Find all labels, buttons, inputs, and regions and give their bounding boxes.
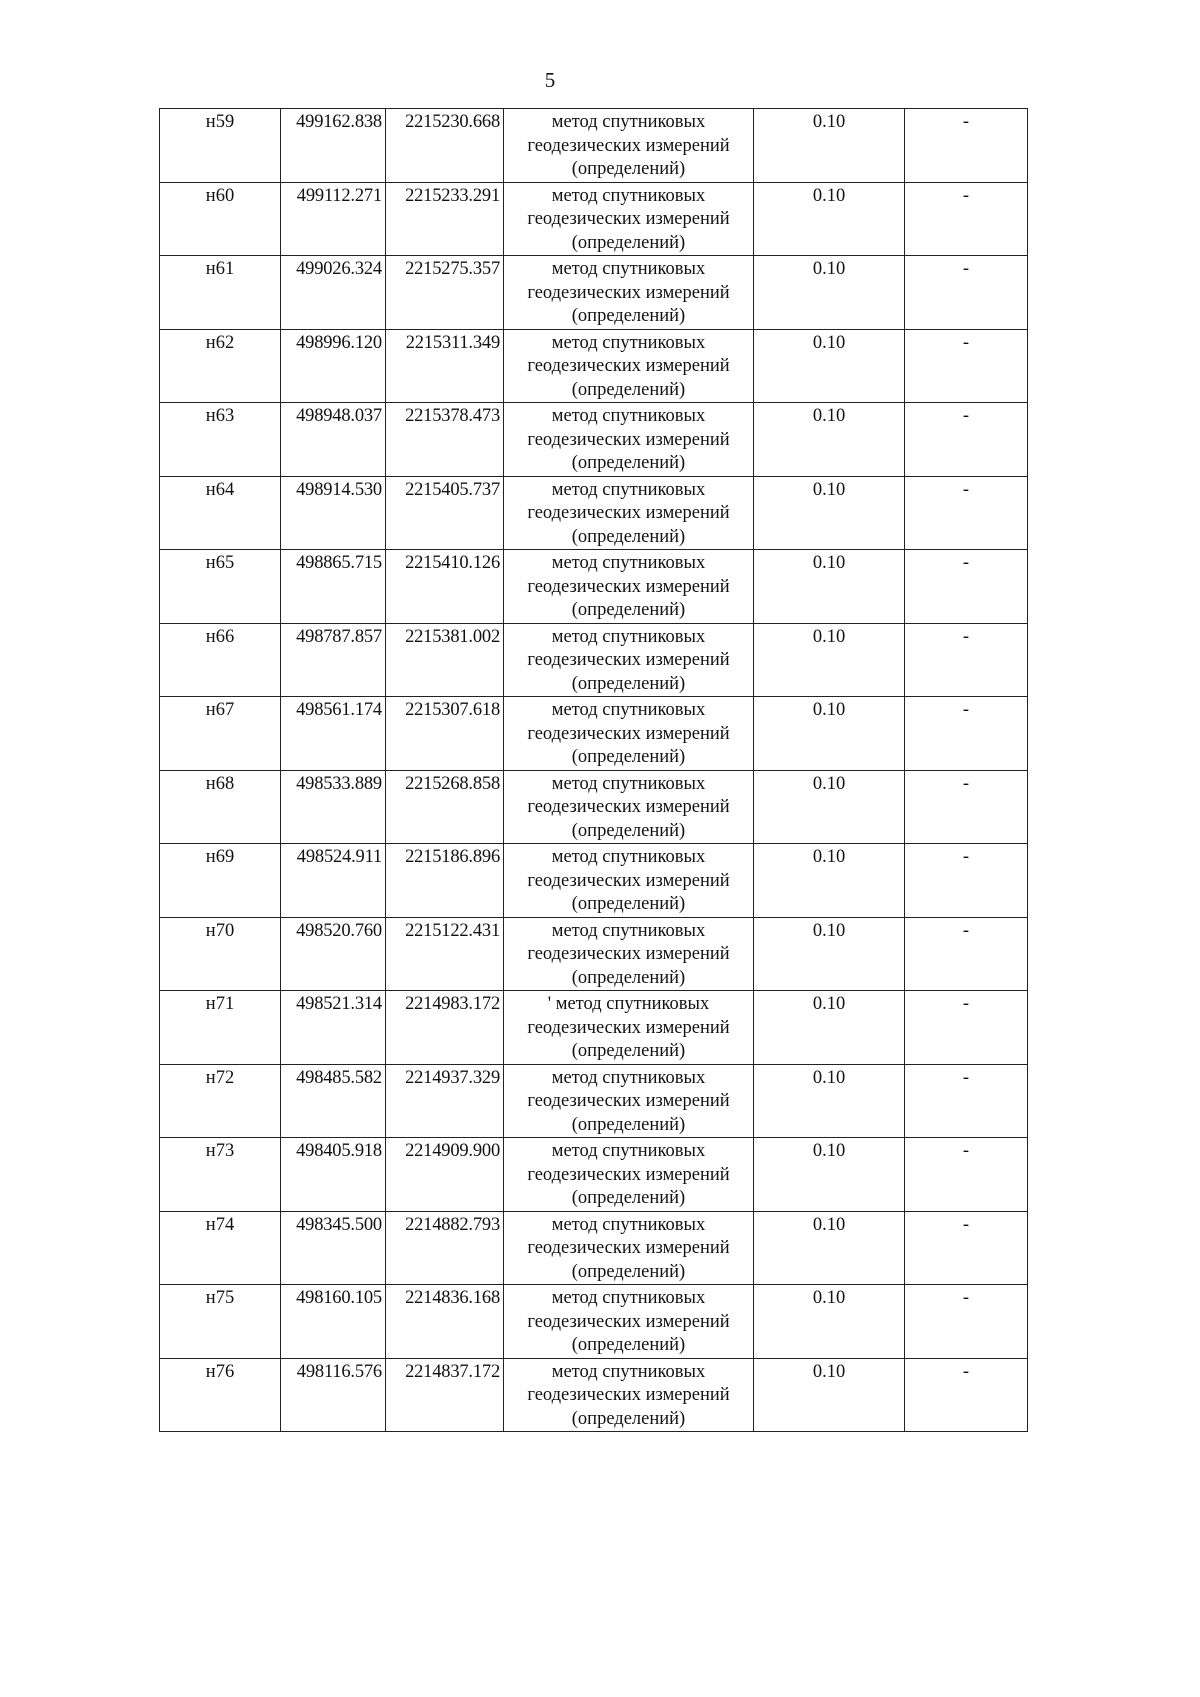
method-text-line: геодезических измерений [527,1164,730,1185]
table-row [160,182,1028,256]
accuracy-cell: 0.10 [754,109,905,183]
note-cell: - [905,256,1028,330]
x-coordinate-cell: 498485.582 [281,1064,386,1138]
point-id-cell: н59 [160,109,281,183]
method-text-line: (определений) [571,1041,686,1061]
method-text-line: метод спутниковых [551,773,706,794]
method-text-line: (определений) [571,526,686,547]
method-cell [504,917,754,991]
method-cell [504,1211,754,1285]
point-id-cell: н70 [160,917,281,991]
note-cell: - [905,623,1028,697]
point-id-cell: н71 [160,991,281,1065]
accuracy-cell: 0.10 [754,1064,905,1138]
x-coordinate-cell: 498787.857 [281,623,386,697]
point-id-cell: н76 [160,1358,281,1432]
note-cell: - [905,1138,1028,1212]
method-text-line: (определений) [571,379,686,400]
x-coordinate-cell: 498533.889 [281,770,386,844]
method-text-line: геодезических измерений [527,723,730,744]
y-coordinate-cell: 2215410.126 [386,550,504,624]
point-id-cell: н74 [160,1211,281,1285]
method-text-line: (определений) [571,1408,686,1429]
method-text-line: геодезических измерений [527,135,730,156]
y-coordinate-cell: 2214909.900 [386,1138,504,1212]
method-cell [504,770,754,844]
note-cell: - [905,1211,1028,1285]
note-cell: - [905,329,1028,403]
y-coordinate-cell: 2214983.172 [386,991,504,1065]
method-text-line: (определений) [571,967,686,988]
method-text-line: метод спутниковых [551,259,706,279]
table-row [160,109,1028,183]
table-row [160,770,1028,844]
method-text-line: (определений) [571,820,686,841]
method-text-line: метод спутниковых [551,406,706,426]
table-row [160,991,1028,1065]
method-text-line: метод спутниковых [551,1141,706,1161]
point-id-cell: н72 [160,1064,281,1138]
method-cell [504,1138,754,1212]
method-text-line: (определений) [571,1188,686,1208]
method-cell [504,256,754,330]
y-coordinate-cell: 2214937.329 [386,1064,504,1138]
method-text-line: (определений) [571,894,686,914]
method-text-line: геодезических измерений [527,356,730,376]
note-cell: - [905,1285,1028,1359]
accuracy-cell: 0.10 [754,991,905,1065]
x-coordinate-cell: 499162.838 [281,109,386,183]
y-coordinate-cell: 2215381.002 [386,623,504,697]
x-coordinate-cell: 498948.037 [281,403,386,477]
accuracy-cell: 0.10 [754,697,905,771]
method-text-line: (определений) [571,600,686,620]
x-coordinate-cell: 498996.120 [281,329,386,403]
note-cell: - [905,1064,1028,1138]
coordinates-table-body [160,109,1028,1432]
note-cell: - [905,917,1028,991]
y-coordinate-cell: 2215268.858 [386,770,504,844]
method-text-line: метод спутниковых [551,1067,706,1088]
y-coordinate-cell: 2215230.668 [386,109,504,183]
method-cell [504,476,754,550]
table-row [160,1064,1028,1138]
table-row [160,403,1028,477]
point-id-cell: н63 [160,403,281,477]
table-row [160,550,1028,624]
method-text-line: геодезических измерений [527,650,730,670]
method-text-line: метод спутниковых [551,847,706,867]
note-cell: - [905,844,1028,918]
point-id-cell: н65 [160,550,281,624]
y-coordinate-cell: 2214837.172 [386,1358,504,1432]
y-coordinate-cell: 2215122.431 [386,917,504,991]
x-coordinate-cell: 499026.324 [281,256,386,330]
note-cell: - [905,403,1028,477]
x-coordinate-cell: 498865.715 [281,550,386,624]
method-cell [504,329,754,403]
x-coordinate-cell: 498116.576 [281,1358,386,1432]
method-text-line: геодезических измерений [527,1385,730,1405]
point-id-cell: н68 [160,770,281,844]
accuracy-cell: 0.10 [754,770,905,844]
point-id-cell: н73 [160,1138,281,1212]
accuracy-cell: 0.10 [754,256,905,330]
method-text-line: метод спутниковых [551,1361,706,1382]
x-coordinate-cell: 498521.314 [281,991,386,1065]
method-text-line: метод спутниковых [551,185,706,206]
y-coordinate-cell: 2215275.357 [386,256,504,330]
note-cell: - [905,697,1028,771]
method-text-line: геодезических измерений [527,503,730,523]
method-text-line: (определений) [571,306,686,326]
method-cell [504,182,754,256]
y-coordinate-cell: 2214836.168 [386,1285,504,1359]
method-cell [504,109,754,183]
accuracy-cell: 0.10 [754,1285,905,1359]
y-coordinate-cell: 2215405.737 [386,476,504,550]
table-row [160,1358,1028,1432]
method-text-line: метод спутниковых [551,332,706,353]
accuracy-cell: 0.10 [754,329,905,403]
table-row [160,917,1028,991]
method-text-line: геодезических измерений [527,1238,730,1258]
method-text-line: геодезических измерений [527,282,730,303]
table-row [160,623,1028,697]
y-coordinate-cell: 2214882.793 [386,1211,504,1285]
method-text-line: метод спутниковых [551,1214,706,1235]
method-text-line: геодезических измерений [527,1091,730,1111]
method-text-line: (определений) [571,232,686,253]
method-text-line: геодезических измерений [527,944,730,964]
method-cell [504,1358,754,1432]
accuracy-cell: 0.10 [754,917,905,991]
method-cell [504,697,754,771]
accuracy-cell: 0.10 [754,550,905,624]
method-text-line: геодезических измерений [527,209,730,229]
table-row [160,476,1028,550]
note-cell: - [905,1358,1028,1432]
table-row [160,1211,1028,1285]
x-coordinate-cell: 499112.271 [281,182,386,256]
note-cell: - [905,770,1028,844]
method-text-line: (определений) [571,1114,686,1135]
accuracy-cell: 0.10 [754,844,905,918]
method-text-line: метод спутниковых [551,479,706,500]
x-coordinate-cell: 498524.911 [281,844,386,918]
table-row [160,1285,1028,1359]
method-cell [504,623,754,697]
point-id-cell: н61 [160,256,281,330]
method-text-line: ' метод спутниковых [547,994,710,1014]
accuracy-cell: 0.10 [754,476,905,550]
x-coordinate-cell: 498405.918 [281,1138,386,1212]
y-coordinate-cell: 2215233.291 [386,182,504,256]
table-row [160,844,1028,918]
method-text-line: метод спутниковых [551,553,706,573]
x-coordinate-cell: 498914.530 [281,476,386,550]
y-coordinate-cell: 2215186.896 [386,844,504,918]
method-text-line: (определений) [571,673,686,694]
note-cell: - [905,991,1028,1065]
method-text-line: (определений) [571,1335,686,1355]
point-id-cell: н66 [160,623,281,697]
method-text-line: (определений) [571,159,686,179]
point-id-cell: н67 [160,697,281,771]
point-id-cell: н75 [160,1285,281,1359]
coordinates-table [159,108,1028,1432]
method-cell [504,991,754,1065]
accuracy-cell: 0.10 [754,403,905,477]
x-coordinate-cell: 498561.174 [281,697,386,771]
method-cell [504,550,754,624]
method-cell [504,403,754,477]
y-coordinate-cell: 2215311.349 [386,329,504,403]
accuracy-cell: 0.10 [754,1358,905,1432]
table-row [160,1138,1028,1212]
method-text-line: геодезических измерений [527,576,730,597]
table-row [160,697,1028,771]
method-text-line: геодезических измерений [527,429,730,450]
accuracy-cell: 0.10 [754,1138,905,1212]
method-text-line: метод спутниковых [551,112,706,132]
note-cell: - [905,109,1028,183]
note-cell: - [905,476,1028,550]
x-coordinate-cell: 498160.105 [281,1285,386,1359]
method-text-line: (определений) [571,747,686,767]
point-id-cell: н62 [160,329,281,403]
method-text-line: метод спутниковых [551,626,706,647]
accuracy-cell: 0.10 [754,1211,905,1285]
method-text-line: геодезических измерений [527,870,730,891]
point-id-cell: н60 [160,182,281,256]
method-cell [504,1064,754,1138]
method-text-line: (определений) [571,453,686,473]
method-cell [504,1285,754,1359]
table-row [160,329,1028,403]
point-id-cell: н64 [160,476,281,550]
method-cell [504,844,754,918]
accuracy-cell: 0.10 [754,623,905,697]
table-row [160,256,1028,330]
y-coordinate-cell: 2215307.618 [386,697,504,771]
method-text-line: геодезических измерений [527,1017,730,1038]
note-cell: - [905,550,1028,624]
y-coordinate-cell: 2215378.473 [386,403,504,477]
method-text-line: геодезических измерений [527,1311,730,1332]
accuracy-cell: 0.10 [754,182,905,256]
point-id-cell: н69 [160,844,281,918]
method-text-line: метод спутниковых [551,1288,706,1308]
page-number: 5 [544,68,556,92]
method-text-line: геодезических измерений [527,797,730,817]
x-coordinate-cell: 498345.500 [281,1211,386,1285]
note-cell: - [905,182,1028,256]
method-text-line: метод спутниковых [551,700,706,720]
method-text-line: метод спутниковых [551,920,706,941]
x-coordinate-cell: 498520.760 [281,917,386,991]
method-text-line: (определений) [571,1261,686,1282]
